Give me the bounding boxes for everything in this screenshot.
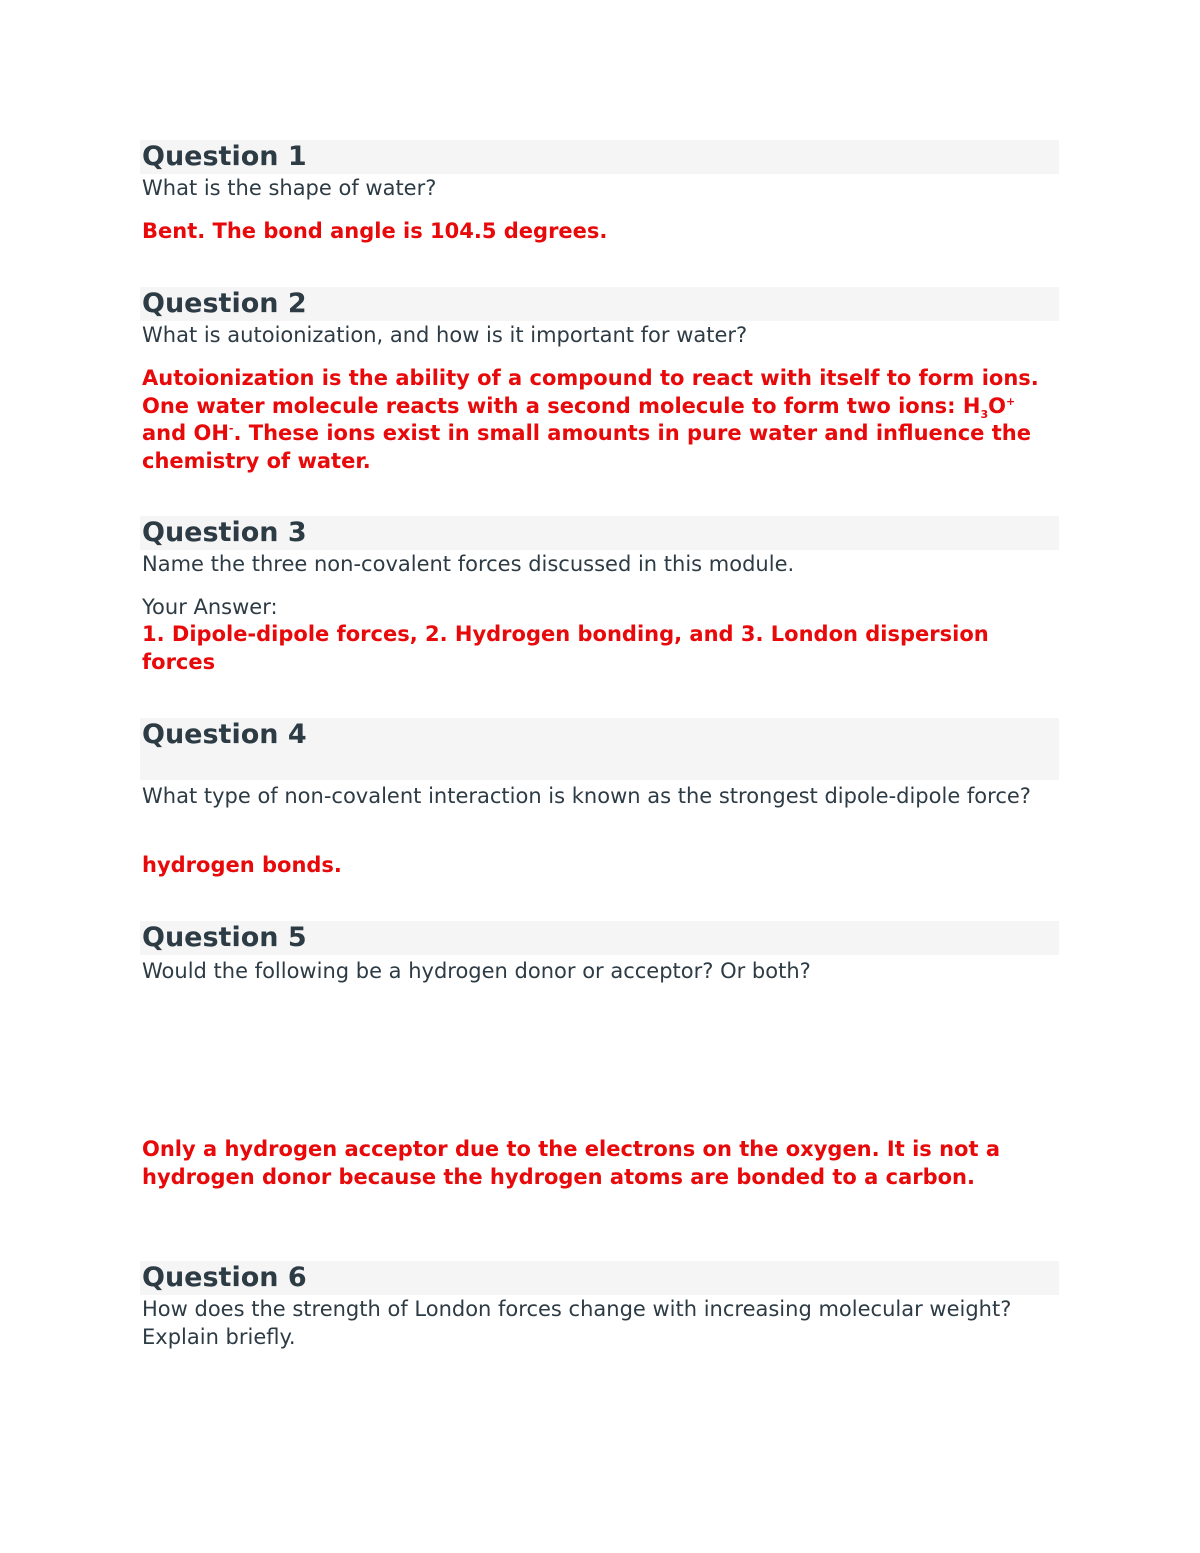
answer-text-part: . These ions exist in small amounts in pure water and influence the chemistry of water. [142,421,1031,473]
question-3-title: Question 3 [142,517,307,548]
question-2-title: Question 2 [142,288,307,319]
answer-text-part: Autoionization is the ability of a compound to react with itself to form ions. One water molecule reacts with a second molecule to form two ions: H [142,366,1039,418]
question-6-text: How does the strength of London forces change with increasing molecular weight? Explain briefly. [142,1297,1012,1349]
your-answer-label: Your Answer: [142,595,278,619]
question-5-text: Would the following be a hydrogen donor or acceptor? Or both? [142,959,811,983]
answer-text-part: and OH [142,421,229,445]
question-1-text: What is the shape of water? [142,176,437,200]
question-1-answer: Bent. The bond angle is 104.5 degrees. [142,219,608,243]
subscript: 3 [980,407,989,421]
superscript: + [1005,394,1016,408]
question-3-answer: 1. Dipole-dipole forces, 2. Hydrogen bonding, and 3. London dispersion forces [142,622,989,674]
question-4-answer: hydrogen bonds. [142,853,342,877]
question-6-title: Question 6 [142,1262,307,1293]
answer-text-part: O [988,393,1006,418]
question-2-answer [142,365,1047,475]
question-5-title: Question 5 [142,922,307,953]
question-1-title: Question 1 [142,141,307,172]
question-5-answer: Only a hydrogen acceptor due to the electrons on the oxygen. It is not a hydrogen donor because the hydrogen atoms are bonded to a carbon. [142,1137,1000,1189]
superscript: - [228,422,234,435]
question-3-text: Name the three non-covalent forces discussed in this module. [142,552,795,576]
question-2-text: What is autoionization, and how is it important for water? [142,323,748,347]
question-4-title: Question 4 [142,719,307,750]
question-4-text: What type of non-covalent interaction is known as the strongest dipole-dipole force? [142,784,1031,808]
